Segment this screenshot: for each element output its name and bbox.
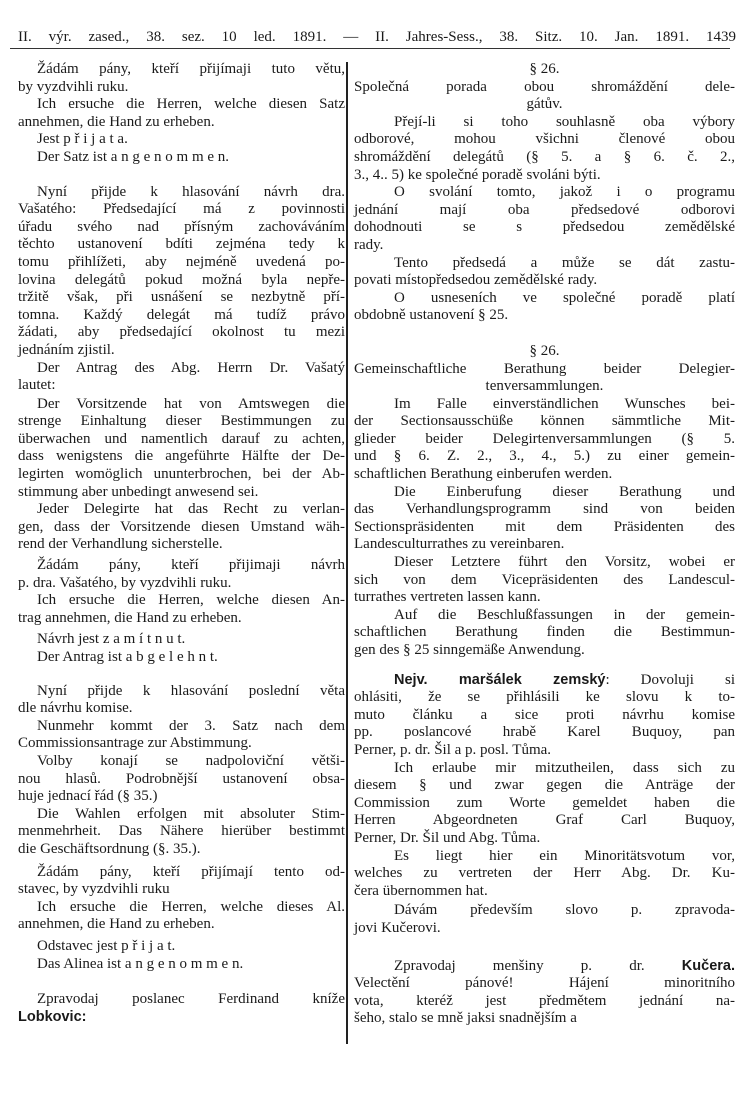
text-line: dass wenigstens die angeführte Hälfte der De- (18, 448, 345, 465)
text-line: Tento předsedá a může se dát zastu- (394, 254, 735, 271)
section-title (354, 79, 735, 114)
paragraph (354, 484, 735, 554)
text-line: legirten womöglich ununterbrochen, bei der Ab- (18, 466, 345, 483)
speaker-name: Kučera. (681, 957, 735, 974)
paragraph (354, 607, 735, 660)
text-line: dohodnouti se s předsedou zemědělské (354, 219, 735, 236)
text-line: strenge Einhaltung dieser Bestimmungen zu (18, 413, 345, 430)
paragraph (18, 61, 345, 96)
text-line: vota, kteréž jest předmětem jednání na- (354, 992, 735, 1009)
text-line: Der Antrag des Abg. Herrn Dr. Vašatý (37, 359, 345, 376)
text-line: Auf die Beschlußfassungen in der gemein- (394, 606, 735, 623)
text-line: Herren Abgeordneten Graf Carl Buquoy, (354, 812, 735, 829)
text-line: jovi Kučerovi. (354, 919, 441, 936)
paragraph (354, 114, 735, 184)
text-line: odborové, mohou všichni členové obou (354, 131, 735, 148)
text-line: rady. (354, 236, 384, 253)
text-line: gen des § 25 sinngemäße Anwendung. (354, 642, 585, 658)
text-line: Es liegt hier ein Minoritätsvotum vor, (394, 847, 735, 864)
paragraph (18, 96, 345, 131)
text-line: Das Alinea ist a n g e n o m m e n. (37, 955, 244, 972)
speaker-name: Nejv. maršálek zemský (394, 671, 606, 688)
text-line: muto článku a sice proti návrhu komise (354, 706, 735, 723)
paragraph (18, 718, 345, 753)
speaker-name: Lobkovic: (18, 1008, 87, 1025)
text-line: dle návrhu komise. (18, 700, 133, 717)
text-line: Žádám pány, kteří přijímaji tuto větu, (37, 61, 345, 77)
text-line: tomu přihlížeti, aby nejméně uvedená po- (18, 253, 345, 270)
text-line: Nyní přijde k hlasování poslední věta (37, 682, 345, 699)
paragraph (354, 184, 735, 254)
text-line: der Sectionsausschüße können sämmtliche Mit- (354, 413, 735, 430)
text-line: Odstavec jest p ř i j a t. (37, 937, 176, 954)
text-segment: : Dovoluji si (605, 671, 735, 688)
text-line: Jest p ř i j a t a. (37, 131, 128, 148)
running-header: II. výr. zased., 38. sez. 10 led. 1891. — II. Jahres-Sess., 38. Sitz. 10. Jan. 1891. 1439 (18, 29, 736, 45)
text-line: Velectění pánové! Hájení minoritního (354, 975, 735, 992)
text-line: turrathes vertreten lassen kann. (354, 589, 541, 606)
text-line: stavec, by vyzdvihli ruku (18, 881, 170, 898)
paragraph (354, 902, 735, 937)
text-segment: Zpravodaj menšiny p. dr. (394, 957, 682, 974)
text-line: O usneseních ve společné poradě platí (394, 289, 735, 306)
text-line: Nyní přijde k hlasování návrh dra. (37, 183, 345, 200)
text-line: čera übernommen hat. (354, 882, 488, 899)
text-line: Návrh jest z a m í t n u t. (37, 631, 186, 648)
text-line: sich von dem Vicepräsidenten des Landescul- (354, 571, 735, 588)
text-line: stimmung aber unbedingt anwesend sei. (18, 483, 259, 500)
text-line: und § 6. Z. 2., 3., 4., 5.) zu einer gemein- (354, 448, 735, 465)
paragraph (18, 683, 345, 718)
text-line: šeho, stalo se mně jaksi snadnějším a (354, 1010, 577, 1027)
paragraph (354, 672, 735, 760)
text-line: Nunmehr kommt der 3. Satz nach dem (37, 717, 345, 734)
paragraph (354, 958, 735, 1028)
section-heading (354, 343, 735, 361)
text-line: Volby konají se nadpoloviční větši- (37, 752, 345, 769)
text-line: povati místopředsedou zemědělské rady. (354, 272, 598, 289)
text-line: úřadu svého nad přísným zachováváním (18, 218, 345, 235)
text-line: schaftlichen Berathung einberufen werden. (354, 466, 613, 483)
text-line (354, 958, 735, 976)
paragraph (18, 899, 345, 934)
text-line: Vašatého: Předsedající má z povinnosti (18, 201, 345, 218)
text-line: gen, dass der Vorsitzende diesen Umstand wäh- (18, 518, 345, 535)
text-line (354, 672, 735, 690)
text-line: Commissionsantrage zur Abstimmung. (18, 735, 252, 752)
paragraph (18, 864, 345, 899)
text-line: rend der Verhandlung sicherstelle. (18, 536, 223, 553)
text-line: pp. poslancové hrabě Karel Buquoy, pan (354, 724, 735, 741)
text-line: menmehrheit. Das Nähere hierüber bestimmt (18, 823, 345, 840)
text-line: 3., 4.. 5) ke společné poradě svoláni býti. (354, 166, 601, 183)
paragraph (18, 184, 345, 360)
text-line: Der Satz ist a n g e n o m m e n. (37, 148, 230, 165)
paragraph (18, 592, 345, 627)
text-line: Ich erlaube mir mitzutheilen, dass sich zu (394, 759, 735, 776)
text-line: Zpravodaj poslanec Ferdinand kníže (37, 991, 345, 1008)
text-line: p. dra. Vašatého, by vyzdvihli ruku. (18, 574, 232, 591)
paragraph (18, 360, 345, 395)
paragraph (354, 396, 735, 484)
text-line: Jeder Delegirte hat das Recht zu verlan- (37, 501, 345, 518)
text-line: těchto ustanovení bdíti zejména tedy k (18, 236, 345, 253)
text-line: Dávám především slovo p. zpravoda- (394, 902, 735, 919)
text-line: žádati, aby předsedající okolnost tu mezi (18, 324, 345, 341)
text-line: überwachen und namentlich darauf zu achten, (18, 430, 345, 447)
text-line: Gemeinschaftliche Berathung beider Delegier- (354, 360, 735, 377)
right-column (354, 61, 735, 1028)
text-line: Landesculturrathes zu vereinbaren. (354, 536, 565, 553)
text-line: jednáním zjistil. (18, 341, 115, 358)
text-line: jednání mají oba předsedové odborovi (354, 201, 735, 218)
section-title (354, 361, 735, 396)
paragraph (18, 806, 345, 859)
paragraph (18, 649, 345, 667)
text-line: lautet: (18, 377, 56, 394)
paragraph (18, 938, 345, 956)
text-line (18, 1009, 345, 1027)
text-line: Žádám pány, kteří přijímají tento od- (37, 863, 345, 880)
text-line: tržitě však, při usnášení se nezbytně pří- (18, 289, 345, 306)
text-line: tenversammlungen. (485, 378, 604, 395)
paragraph (354, 290, 735, 325)
left-column (18, 61, 345, 1026)
text-line: obdobně ustanovení § 25. (354, 307, 509, 324)
paragraph (354, 255, 735, 290)
paragraph (18, 149, 345, 167)
text-line: Perner, p. dr. Šil a p. posl. Tůma. (354, 741, 552, 758)
text-line: Der Vorsitzende hat von Amtswegen die (37, 395, 345, 412)
header-rule (10, 48, 730, 49)
text-line: Ich ersuche die Herren, welche diesen Satz (37, 96, 345, 113)
text-line: § 26. (529, 61, 560, 77)
text-line: huje jednací řád (§ 35.) (18, 788, 158, 805)
text-line: annehmen, die Hand zu erheben. (18, 113, 215, 130)
text-line: Ich ersuche die Herren, welche dieses Al. (37, 898, 345, 915)
text-line: by vyzdvihli ruku. (18, 78, 129, 95)
text-line: annehmen, die Hand zu erheben. (18, 916, 215, 933)
text-line: Die Einberufung dieser Berathung und (394, 483, 735, 500)
text-line: shromáždění delegátů (§ 5. a § 6. č. 2., (354, 148, 735, 165)
text-line: Žádám pány, kteří přijimaji návrh (37, 557, 345, 574)
text-line: diesem § und zwar gegen die Anträge der (354, 777, 735, 794)
text-line: Die Wahlen erfolgen mit absoluter Stim- (37, 805, 345, 822)
text-line: tomna. Každý delegát má tudíž právo (18, 306, 345, 323)
text-line: Der Antrag ist a b g e l e h n t. (37, 649, 218, 665)
text-line: § 26. (529, 342, 560, 359)
paragraph (18, 131, 345, 149)
text-line: lovina delegátů pokud možná byla nepře- (18, 271, 345, 288)
paragraph (18, 631, 345, 649)
text-line: schaftlichen Berathung finden die Bestimmun- (354, 624, 735, 641)
column-divider (346, 62, 348, 1044)
paragraph (18, 956, 345, 974)
text-line: Ich ersuche die Herren, welche diesen An- (37, 592, 345, 609)
paragraph (18, 557, 345, 592)
text-line: Dieser Letztere führt den Vorsitz, wobei er (394, 554, 735, 571)
text-line: ohlásiti, že se přihlásili ke slovu k to- (354, 689, 735, 706)
text-line: Přejí-li si toho souhlasně oba výbory (394, 113, 735, 130)
paragraph (18, 396, 345, 502)
paragraph (18, 501, 345, 554)
text-line: Společná porada obou shromáždění dele- (354, 78, 735, 95)
text-line: O svolání tomto, jakož i o programu (394, 184, 735, 201)
paragraph (354, 554, 735, 607)
paragraph (354, 760, 735, 848)
text-line: die Geschäftsordnung (§. 35.). (18, 840, 201, 857)
text-line: Commission zum Worte gemeldet haben die (354, 794, 735, 811)
section-heading (354, 61, 735, 79)
paragraph (354, 848, 735, 901)
text-line: gátův. (526, 96, 563, 113)
text-line: Sectionspräsidenten mit dem Präsidenten des (354, 518, 735, 535)
text-line: trag annehmen, die Hand zu erheben. (18, 609, 242, 626)
text-line: Im Falle einverständlichen Wunsches bei- (394, 395, 735, 412)
text-line: glieder beider Delegirtenversammlungen (§ 5. (354, 430, 735, 447)
paragraph (18, 991, 345, 1026)
text-line: welches zu vertreten der Herr Abg. Dr. Ku- (354, 865, 735, 882)
text-line: Perner, Dr. Šil und Abg. Tůma. (354, 829, 541, 846)
text-line: das Verhandlungsprogramm sind von beiden (354, 501, 735, 518)
text-line: nou hlasů. Podrobnější ustanovení obsa- (18, 770, 345, 787)
paragraph (18, 753, 345, 806)
